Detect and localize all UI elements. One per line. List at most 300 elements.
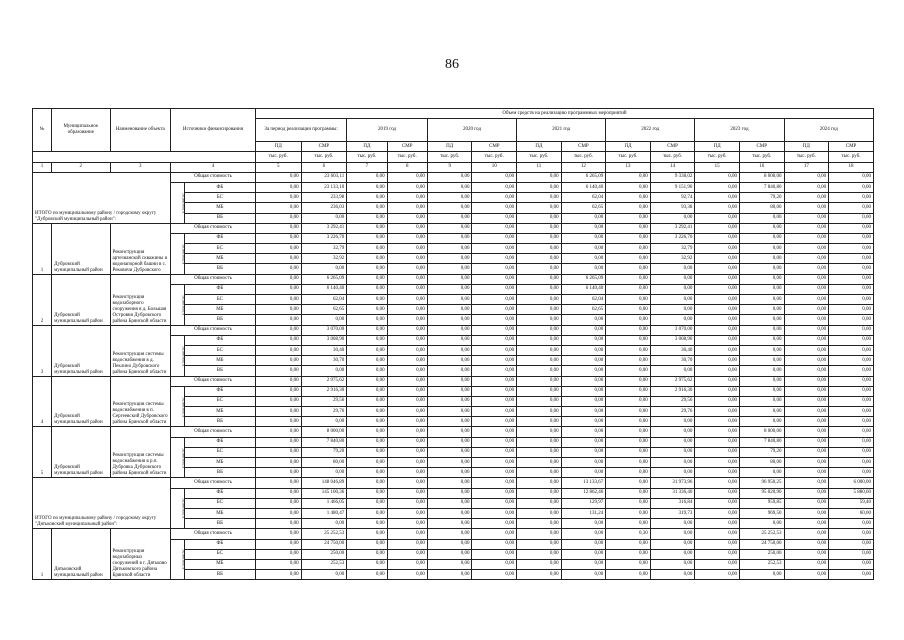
value-cell: 0,00 xyxy=(347,407,387,417)
value-cell: 3 070,00 xyxy=(650,325,695,335)
value-cell: 0,00 xyxy=(650,570,695,580)
value-cell: 0,00 xyxy=(472,570,517,580)
value-cell: 96 950,25 xyxy=(739,478,784,488)
value-cell: 0,00 xyxy=(561,325,606,335)
value-cell: 0,00 xyxy=(650,366,695,376)
value-cell: 0,00 xyxy=(784,366,829,376)
value-cell: 0,00 xyxy=(427,233,472,243)
value-cell: 0,00 xyxy=(255,498,301,508)
value-cell: 0,00 xyxy=(517,519,562,529)
funding-source: ФБ xyxy=(184,386,255,396)
value-cell: 0,00 xyxy=(695,366,740,376)
value-cell: 0,00 xyxy=(650,549,695,559)
value-cell: 0,00 xyxy=(606,295,651,305)
value-cell: 0,00 xyxy=(427,478,472,488)
header-year-2021: 2021 год xyxy=(517,119,606,142)
header-pd: ПД xyxy=(695,142,740,152)
value-cell: 29,56 xyxy=(650,396,695,406)
value-cell: 32,79 xyxy=(301,244,347,254)
row-number: 5 xyxy=(33,427,52,478)
value-cell: 23 133,10 xyxy=(301,182,347,192)
group-total-label: ИТОГО по муниципальному району / городскому округу "Дубровский муниципальный район": xyxy=(33,172,171,223)
value-cell: 0,00 xyxy=(472,407,517,417)
including-label xyxy=(171,182,185,223)
value-cell: 0,00 xyxy=(561,396,606,406)
value-cell: 0,00 xyxy=(695,325,740,335)
value-cell: 0,00 xyxy=(784,519,829,529)
header-smr: СМР xyxy=(561,142,606,152)
value-cell: 0,00 xyxy=(517,386,562,396)
value-cell: 0,00 xyxy=(829,539,874,549)
value-cell: 0,00 xyxy=(650,417,695,427)
funding-source: МБ xyxy=(184,356,255,366)
value-cell: 0,00 xyxy=(784,570,829,580)
header-no: № xyxy=(33,109,52,152)
value-cell: 0,00 xyxy=(784,529,829,539)
value-cell: 0,00 xyxy=(472,356,517,366)
value-cell: 95 020,90 xyxy=(739,488,784,498)
header-unit: тыс. руб. xyxy=(784,152,829,162)
value-cell: 0,00 xyxy=(695,315,740,325)
page-number: 86 xyxy=(445,57,459,72)
value-cell: 0,00 xyxy=(517,570,562,580)
value-cell: 0,00 xyxy=(387,254,427,264)
value-cell: 0,00 xyxy=(784,376,829,386)
value-cell: 0,00 xyxy=(301,570,347,580)
value-cell: 0,00 xyxy=(517,284,562,294)
value-cell: 0,00 xyxy=(829,519,874,529)
value-cell: 31 973,96 xyxy=(650,478,695,488)
value-cell: 0,00 xyxy=(387,417,427,427)
value-cell: 0,00 xyxy=(427,417,472,427)
value-cell: 0,00 xyxy=(255,488,301,498)
value-cell: 0,00 xyxy=(255,549,301,559)
value-cell: 2 975,62 xyxy=(301,376,347,386)
value-cell: 0,00 xyxy=(517,458,562,468)
value-cell: 0,00 xyxy=(829,366,874,376)
including-label-text: в том числе: xyxy=(180,548,186,570)
value-cell: 0,00 xyxy=(427,172,472,182)
value-cell: 0,00 xyxy=(784,335,829,345)
value-cell: 0,00 xyxy=(606,233,651,243)
value-cell: 0,00 xyxy=(606,193,651,203)
value-cell: 0,00 xyxy=(301,468,347,478)
value-cell: 0,00 xyxy=(387,193,427,203)
value-cell: 0,00 xyxy=(695,478,740,488)
value-cell: 23 603,11 xyxy=(301,172,347,182)
header-year-2023: 2023 год xyxy=(695,119,784,142)
header-year-2020: 2020 год xyxy=(427,119,516,142)
value-cell: 0,00 xyxy=(829,284,874,294)
value-cell: 0,00 xyxy=(739,244,784,254)
value-cell: 0,00 xyxy=(347,345,387,355)
value-cell: 0,00 xyxy=(472,508,517,518)
value-cell: 0,00 xyxy=(347,203,387,213)
value-cell: 0,00 xyxy=(561,437,606,447)
value-cell: 0,00 xyxy=(561,376,606,386)
value-cell: 0,00 xyxy=(784,356,829,366)
value-cell: 0,00 xyxy=(427,182,472,192)
value-cell: 79,20 xyxy=(301,447,347,457)
value-cell: 0,00 xyxy=(255,182,301,192)
value-cell: 0,00 xyxy=(427,498,472,508)
column-number: 11 xyxy=(517,162,562,172)
value-cell: 0,00 xyxy=(255,366,301,376)
value-cell: 0,00 xyxy=(695,376,740,386)
table-row xyxy=(33,274,874,284)
value-cell: 0,00 xyxy=(255,335,301,345)
value-cell: 0,00 xyxy=(784,305,829,315)
value-cell: 0,00 xyxy=(347,172,387,182)
value-cell: 0,00 xyxy=(427,366,472,376)
column-number: 4 xyxy=(171,162,256,172)
value-cell: 0,00 xyxy=(347,193,387,203)
value-cell: 0,00 xyxy=(561,407,606,417)
value-cell: 0,00 xyxy=(561,335,606,345)
value-cell: 0,00 xyxy=(784,549,829,559)
funding-source: ФБ xyxy=(184,437,255,447)
value-cell: 0,00 xyxy=(387,549,427,559)
column-number: 3 xyxy=(110,162,171,172)
value-cell: 0,00 xyxy=(517,366,562,376)
value-cell: 0,00 xyxy=(695,335,740,345)
value-cell: 0,00 xyxy=(784,437,829,447)
value-cell: 0,00 xyxy=(561,264,606,274)
value-cell: 0,00 xyxy=(255,396,301,406)
value-cell: 0,00 xyxy=(347,519,387,529)
row-number: 4 xyxy=(33,376,52,427)
value-cell: 0,00 xyxy=(387,325,427,335)
value-cell: 0,00 xyxy=(427,519,472,529)
value-cell: 0,00 xyxy=(561,427,606,437)
value-cell: 0,00 xyxy=(829,427,874,437)
value-cell: 0,00 xyxy=(347,213,387,223)
value-cell: 0,00 xyxy=(427,447,472,457)
value-cell: 0,00 xyxy=(387,356,427,366)
value-cell: 0,00 xyxy=(695,549,740,559)
value-cell: 0,00 xyxy=(606,274,651,284)
value-cell: 0,00 xyxy=(606,407,651,417)
value-cell: 0,00 xyxy=(829,345,874,355)
value-cell: 0,00 xyxy=(561,315,606,325)
value-cell: 0,00 xyxy=(517,315,562,325)
value-cell: 0,00 xyxy=(784,264,829,274)
value-cell: 0,00 xyxy=(606,305,651,315)
value-cell: 0,00 xyxy=(784,284,829,294)
value-cell: 0,00 xyxy=(255,478,301,488)
value-cell: 233,98 xyxy=(301,193,347,203)
value-cell: 0,00 xyxy=(784,213,829,223)
value-cell: 0,00 xyxy=(427,570,472,580)
value-cell: 0,00 xyxy=(695,356,740,366)
value-cell: 0,00 xyxy=(650,529,695,539)
value-cell: 0,00 xyxy=(472,458,517,468)
header-pd: ПД xyxy=(255,142,301,152)
value-cell: 0,00 xyxy=(472,386,517,396)
value-cell: 0,00 xyxy=(829,233,874,243)
value-cell: 30,40 xyxy=(301,345,347,355)
value-cell: 0,00 xyxy=(606,345,651,355)
value-cell: 0,00 xyxy=(561,386,606,396)
funding-source: БС xyxy=(184,447,255,457)
header-unit: тыс. руб. xyxy=(347,152,387,162)
value-cell: 0,00 xyxy=(784,295,829,305)
value-cell: 0,00 xyxy=(739,376,784,386)
value-cell: 3 008,90 xyxy=(650,335,695,345)
value-cell: 0,00 xyxy=(255,254,301,264)
funding-source: БС xyxy=(184,345,255,355)
value-cell: 0,00 xyxy=(606,366,651,376)
value-cell: 62,65 xyxy=(561,305,606,315)
value-cell: 0,00 xyxy=(606,213,651,223)
value-cell: 0,00 xyxy=(784,417,829,427)
value-cell: 0,00 xyxy=(695,488,740,498)
value-cell: 0,00 xyxy=(387,244,427,254)
value-cell: 0,00 xyxy=(301,315,347,325)
header-smr: СМР xyxy=(472,142,517,152)
header-year-2019: 2019 год xyxy=(347,119,428,142)
column-number: 6 xyxy=(301,162,347,172)
value-cell: 0,00 xyxy=(472,366,517,376)
value-cell: 6 265,09 xyxy=(561,274,606,284)
value-cell: 0,00 xyxy=(472,325,517,335)
value-cell: 0,00 xyxy=(387,233,427,243)
value-cell: 0,00 xyxy=(387,458,427,468)
value-cell: 0,00 xyxy=(347,559,387,569)
value-cell: 32,92 xyxy=(301,254,347,264)
value-cell: 0,00 xyxy=(784,193,829,203)
value-cell: 0,00 xyxy=(387,396,427,406)
value-cell: 0,00 xyxy=(427,203,472,213)
header-object: Наименование объекта xyxy=(110,109,171,152)
value-cell: 0,00 xyxy=(606,264,651,274)
value-cell: 0,00 xyxy=(695,295,740,305)
value-cell: 0,00 xyxy=(472,447,517,457)
value-cell: 0,00 xyxy=(829,458,874,468)
value-cell: 80,00 xyxy=(301,458,347,468)
value-cell: 0,00 xyxy=(517,396,562,406)
header-unit: тыс. руб. xyxy=(695,152,740,162)
funding-source: ВБ xyxy=(184,366,255,376)
value-cell: 0,00 xyxy=(829,223,874,233)
value-cell: 0,00 xyxy=(650,437,695,447)
value-cell: 0,00 xyxy=(739,468,784,478)
value-cell: 0,00 xyxy=(255,407,301,417)
value-cell: 24 750,00 xyxy=(739,539,784,549)
value-cell: 3 292,41 xyxy=(650,223,695,233)
value-cell: 0,00 xyxy=(347,417,387,427)
value-cell: 0,00 xyxy=(650,305,695,315)
value-cell: 0,00 xyxy=(255,437,301,447)
value-cell: 148 046,89 xyxy=(301,478,347,488)
value-cell: 0,00 xyxy=(739,284,784,294)
value-cell: 0,00 xyxy=(347,396,387,406)
value-cell: 0,00 xyxy=(739,315,784,325)
header-smr: СМР xyxy=(650,142,695,152)
value-cell: 0,00 xyxy=(829,213,874,223)
header-pd: ПД xyxy=(784,142,829,152)
including-label-text: в том числе: xyxy=(180,243,186,265)
value-cell: 0,00 xyxy=(695,264,740,274)
value-cell: 0,00 xyxy=(517,264,562,274)
value-cell: 7 840,80 xyxy=(739,182,784,192)
table-row xyxy=(33,223,874,233)
value-cell: 0,00 xyxy=(695,559,740,569)
table-row xyxy=(33,376,874,386)
value-cell: 0,00 xyxy=(650,284,695,294)
value-cell: 92,74 xyxy=(650,193,695,203)
value-cell: 62,04 xyxy=(301,295,347,305)
value-cell: 8 000,00 xyxy=(301,427,347,437)
value-cell: 0,00 xyxy=(347,447,387,457)
total-cost-label: Общая стоимость xyxy=(171,478,256,488)
value-cell: 0,00 xyxy=(517,539,562,549)
value-cell: 0,00 xyxy=(829,549,874,559)
including-label xyxy=(171,539,185,580)
value-cell: 145 100,36 xyxy=(301,488,347,498)
value-cell: 0,00 xyxy=(517,335,562,345)
value-cell: 0,00 xyxy=(255,233,301,243)
value-cell: 25 252,53 xyxy=(301,529,347,539)
value-cell: 0,00 xyxy=(606,427,651,437)
value-cell: 0,00 xyxy=(255,427,301,437)
table-row xyxy=(33,478,874,488)
value-cell: 0,00 xyxy=(829,182,874,192)
funding-source: МБ xyxy=(184,305,255,315)
total-cost-label: Общая стоимость xyxy=(171,376,256,386)
value-cell: 0,00 xyxy=(427,325,472,335)
value-cell: 0,00 xyxy=(650,274,695,284)
including-label xyxy=(171,233,185,274)
value-cell: 0,00 xyxy=(255,223,301,233)
value-cell: 0,00 xyxy=(739,356,784,366)
value-cell: 0,00 xyxy=(255,376,301,386)
value-cell: 0,00 xyxy=(387,519,427,529)
value-cell: 0,00 xyxy=(561,233,606,243)
column-number: 12 xyxy=(561,162,606,172)
value-cell: 129,97 xyxy=(561,498,606,508)
header-year-2022: 2022 год xyxy=(606,119,695,142)
value-cell: 0,00 xyxy=(387,274,427,284)
value-cell: 0,00 xyxy=(255,345,301,355)
value-cell: 0,00 xyxy=(472,244,517,254)
including-label xyxy=(171,437,185,478)
value-cell: 0,00 xyxy=(829,376,874,386)
value-cell: 0,00 xyxy=(561,447,606,457)
value-cell: 0,00 xyxy=(255,529,301,539)
value-cell: 0,00 xyxy=(387,427,427,437)
total-cost-label: Общая стоимость xyxy=(171,274,256,284)
value-cell: 0,00 xyxy=(255,305,301,315)
value-cell: 0,00 xyxy=(650,315,695,325)
value-cell: 0,00 xyxy=(472,203,517,213)
value-cell: 0,00 xyxy=(829,274,874,284)
value-cell: 0,00 xyxy=(695,437,740,447)
value-cell: 0,00 xyxy=(739,396,784,406)
value-cell: 0,00 xyxy=(829,264,874,274)
row-number: 3 xyxy=(33,325,52,376)
value-cell: 0,00 xyxy=(650,458,695,468)
value-cell: 0,00 xyxy=(255,203,301,213)
value-cell: 0,00 xyxy=(255,264,301,274)
value-cell: 62,65 xyxy=(561,203,606,213)
total-cost-label: Общая стоимость xyxy=(171,223,256,233)
value-cell: 252,53 xyxy=(301,559,347,569)
value-cell: 0,00 xyxy=(829,417,874,427)
value-cell: 0,00 xyxy=(255,570,301,580)
value-cell: 959,85 xyxy=(739,498,784,508)
value-cell: 0,00 xyxy=(255,193,301,203)
value-cell: 0,00 xyxy=(739,233,784,243)
value-cell: 6 140,40 xyxy=(561,182,606,192)
value-cell: 0,00 xyxy=(427,488,472,498)
value-cell: 0,00 xyxy=(472,254,517,264)
value-cell: 0,00 xyxy=(517,233,562,243)
value-cell: 0,00 xyxy=(606,519,651,529)
including-label-text: в том числе: xyxy=(180,345,186,367)
header-unit: тыс. руб. xyxy=(739,152,784,162)
value-cell: 0,00 xyxy=(427,549,472,559)
value-cell: 29,76 xyxy=(301,407,347,417)
value-cell: 0,00 xyxy=(517,549,562,559)
value-cell: 0,00 xyxy=(739,295,784,305)
value-cell: 0,00 xyxy=(695,274,740,284)
value-cell: 0,00 xyxy=(517,427,562,437)
value-cell: 0,00 xyxy=(606,335,651,345)
value-cell: 0,00 xyxy=(829,437,874,447)
value-cell: 0,00 xyxy=(387,529,427,539)
value-cell: 0,00 xyxy=(695,233,740,243)
value-cell: 0,00 xyxy=(517,447,562,457)
funding-source: МБ xyxy=(184,508,255,518)
funding-source: ВБ xyxy=(184,468,255,478)
funding-source: МБ xyxy=(184,559,255,569)
value-cell: 0,00 xyxy=(472,498,517,508)
funding-source: БС xyxy=(184,244,255,254)
value-cell: 0,00 xyxy=(695,417,740,427)
value-cell: 0,00 xyxy=(784,407,829,417)
value-cell: 0,00 xyxy=(427,335,472,345)
value-cell: 0,00 xyxy=(695,447,740,457)
value-cell: 29,76 xyxy=(650,407,695,417)
value-cell: 0,00 xyxy=(695,570,740,580)
funding-source: МБ xyxy=(184,407,255,417)
value-cell: 0,00 xyxy=(427,458,472,468)
value-cell: 0,00 xyxy=(829,172,874,182)
table-row xyxy=(33,172,874,182)
value-cell: 0,00 xyxy=(784,427,829,437)
value-cell: 0,00 xyxy=(472,559,517,569)
value-cell: 0,00 xyxy=(472,223,517,233)
value-cell: 1 466,05 xyxy=(301,498,347,508)
value-cell: 0,00 xyxy=(784,223,829,233)
value-cell: 8 000,00 xyxy=(739,172,784,182)
value-cell: 0,00 xyxy=(517,498,562,508)
funding-table xyxy=(32,108,874,580)
column-number: 15 xyxy=(695,162,740,172)
value-cell: 0,00 xyxy=(472,213,517,223)
value-cell: 0,00 xyxy=(739,570,784,580)
value-cell: 0,00 xyxy=(472,335,517,345)
value-cell: 0,00 xyxy=(606,549,651,559)
funding-source: ВБ xyxy=(184,264,255,274)
value-cell: 131,24 xyxy=(561,508,606,518)
including-label xyxy=(171,335,185,376)
value-cell: 0,00 xyxy=(829,559,874,569)
value-cell: 252,53 xyxy=(739,559,784,569)
value-cell: 0,00 xyxy=(650,427,695,437)
value-cell: 0,00 xyxy=(561,254,606,264)
